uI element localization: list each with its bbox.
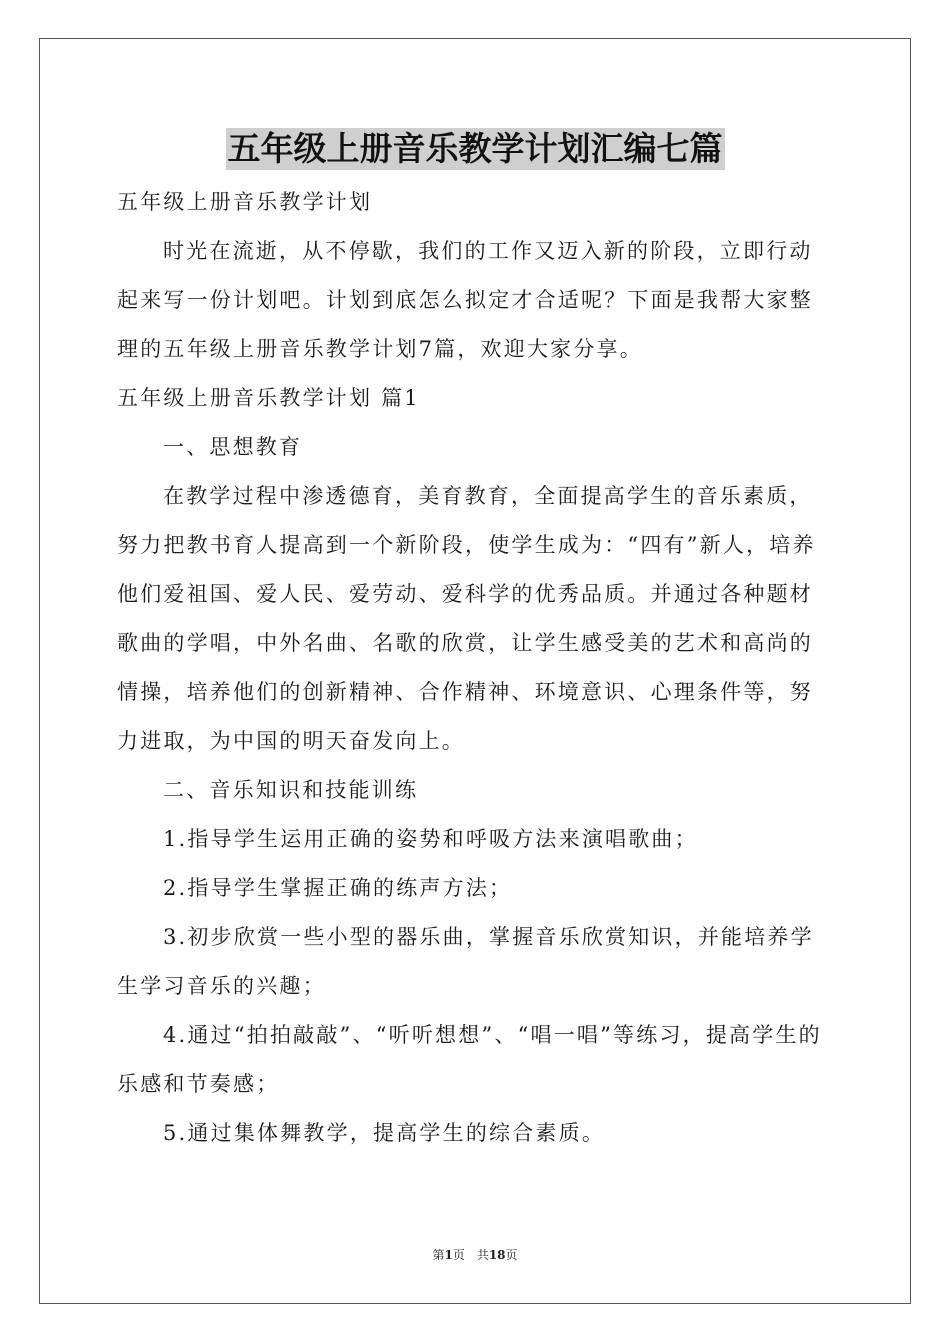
document-body: [117, 178, 833, 1158]
list-item: 3.初步欣赏一些小型的器乐曲，掌握音乐欣赏知识，并能培养学生学习音乐的兴趣；: [117, 925, 814, 998]
footer-total-pages: 18: [488, 1248, 506, 1262]
page-footer: [0, 1246, 950, 1263]
footer-page-number: 1: [444, 1248, 453, 1262]
subsection-heading: 二、音乐知识和技能训练: [163, 778, 419, 802]
footer-page-suffix: 页 共: [452, 1248, 489, 1262]
list-item: 4.通过“拍拍敲敲”、“听听想想”、“唱一唱”等练习，提高学生的乐感和节奏感；: [117, 1023, 822, 1096]
paragraph: 五年级上册音乐教学计划: [117, 190, 373, 214]
document-title: 五年级上册音乐教学计划汇编七篇: [227, 129, 723, 168]
paragraph: 在教学过程中渗透德育，美育教育，全面提高学生的音乐素质，努力把教书育人提高到一个新阶段，使学生成为：“四有”新人，培养他们爱祖国、爱人民、爱劳动、爱科学的优秀品质。并通过各种题材歌曲的学唱，中外名曲、名歌的欣赏，让学生感受美的艺术和高尚的情操，培养他们的创新精神、合作精神、环境意识、心理条件等，努力进取，为中国的明天奋发向上。: [117, 484, 816, 753]
footer-page-prefix: 第: [432, 1248, 445, 1262]
title-container: [0, 128, 950, 170]
footer-total-suffix: 页: [505, 1248, 518, 1262]
section-heading: 五年级上册音乐教学计划 篇1: [117, 386, 420, 410]
list-item: 1.指导学生运用正确的姿势和呼吸方法来演唱歌曲；: [163, 827, 698, 851]
subsection-heading: 一、思想教育: [163, 435, 303, 459]
paragraph: 时光在流逝，从不停歇，我们的工作又迈入新的阶段，立即行动起来写一份计划吧。计划到底怎么拟定才合适呢？下面是我帮大家整理的五年级上册音乐教学计划7篇，欢迎大家分享。: [117, 239, 813, 361]
list-item: 2.指导学生掌握正确的练声方法；: [163, 876, 513, 900]
list-item: 5.通过集体舞教学，提高学生的综合素质。: [163, 1121, 606, 1145]
